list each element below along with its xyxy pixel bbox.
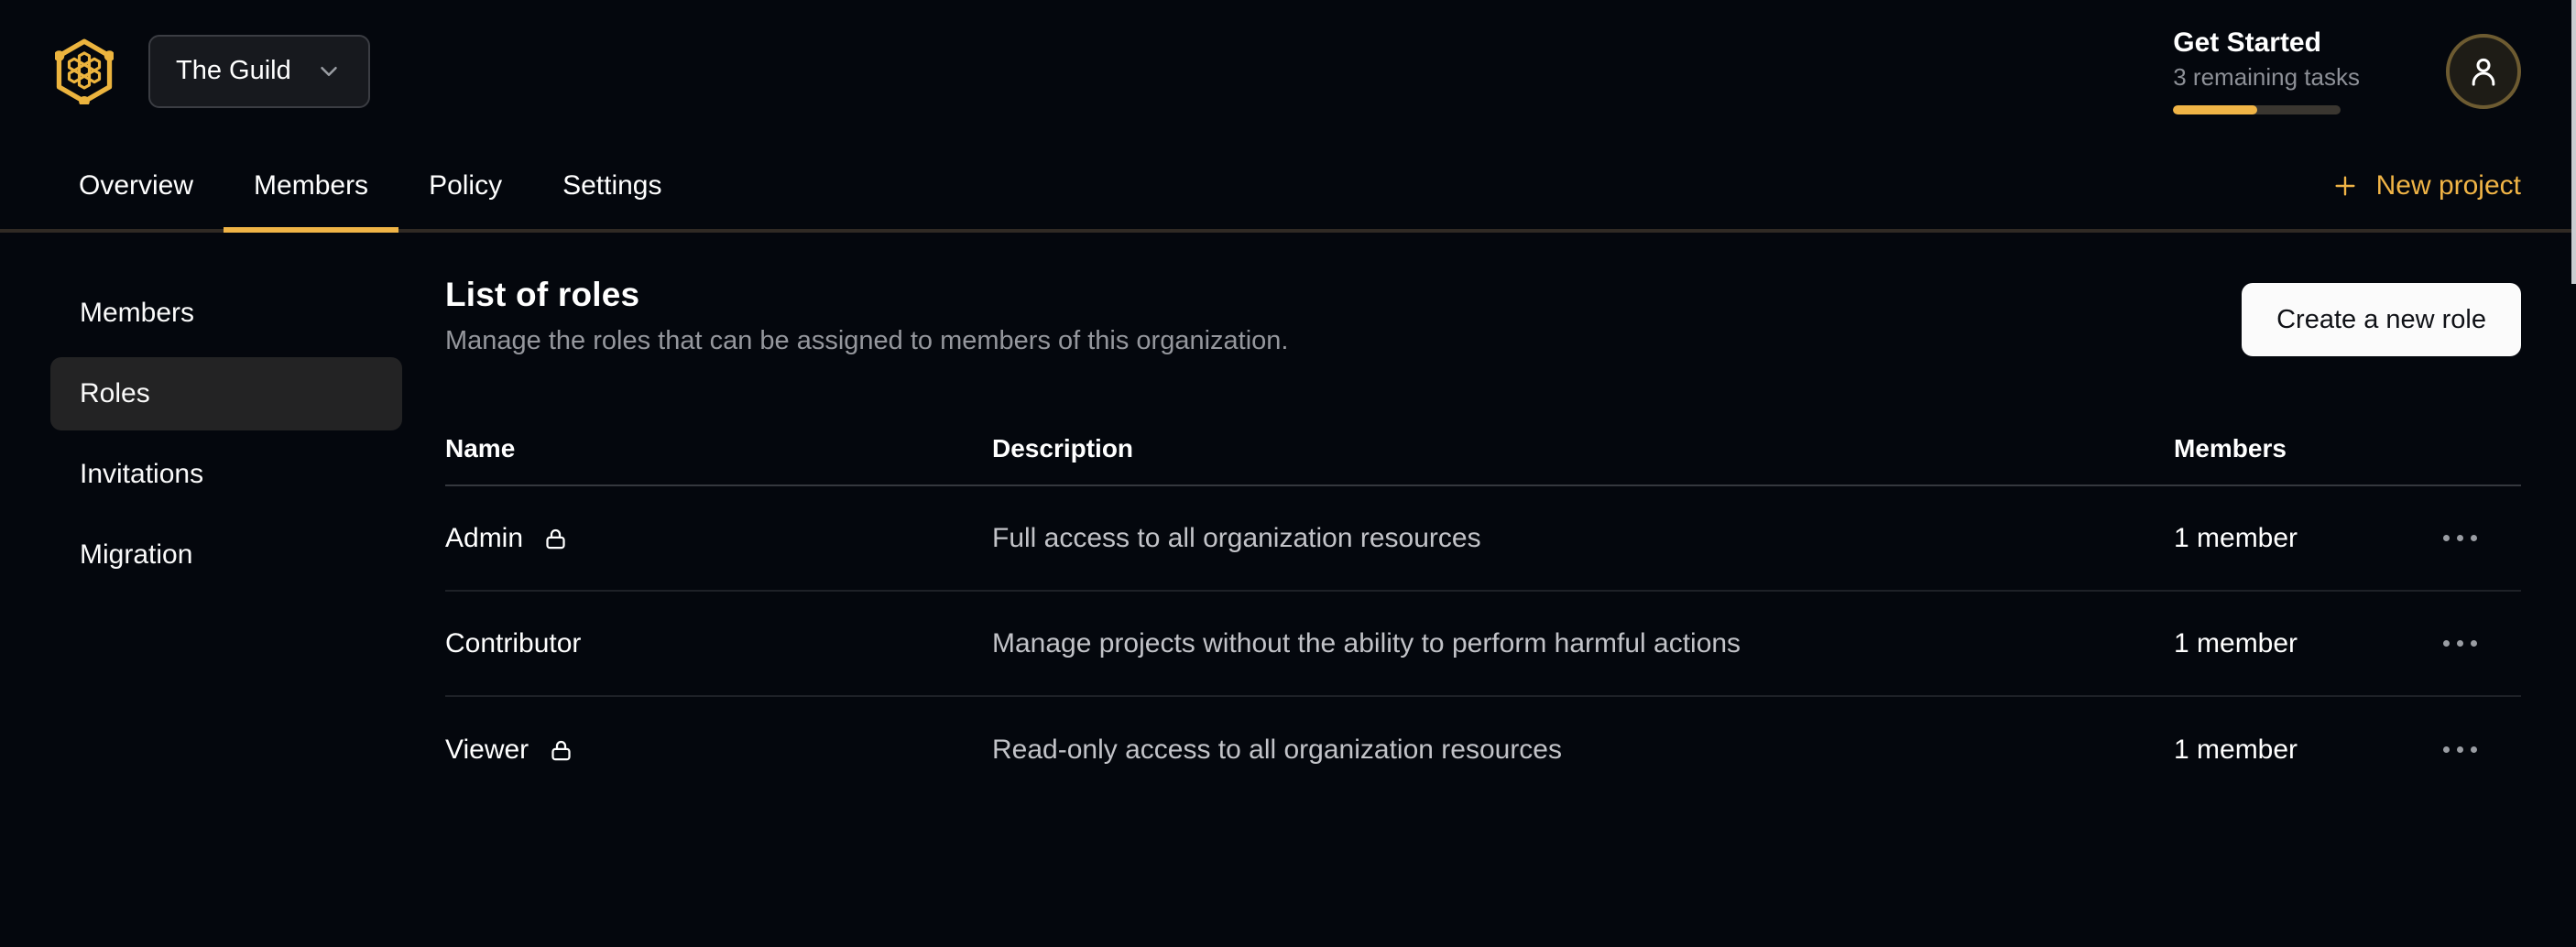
get-started-subtitle: 3 remaining tasks <box>2173 63 2360 91</box>
role-name: Contributor <box>445 627 582 659</box>
org-nav <box>0 142 2576 233</box>
top-header <box>0 0 2576 142</box>
get-started-title: Get Started <box>2173 27 2321 58</box>
nav-tabs <box>49 142 693 229</box>
role-description: Full access to all organization resources <box>992 522 1481 553</box>
column-header-description: Description <box>992 434 1134 463</box>
sidebar-item-migration[interactable]: Migration <box>80 539 193 570</box>
roles-panel <box>402 233 2576 947</box>
row-menu-button[interactable] <box>2434 526 2486 550</box>
content-area <box>0 233 2576 947</box>
role-description: Read-only access to all organization resources <box>992 734 1562 765</box>
user-icon <box>2465 53 2502 90</box>
org-name: The Guild <box>176 56 291 85</box>
hive-logo-icon <box>55 38 114 104</box>
org-selector-button[interactable] <box>148 35 370 108</box>
tab-settings[interactable]: Settings <box>562 169 662 201</box>
column-header-members: Members <box>2174 434 2287 463</box>
user-menu-button[interactable] <box>2446 34 2521 109</box>
create-role-button[interactable]: Create a new role <box>2242 283 2521 356</box>
table-row-viewer <box>445 697 2521 802</box>
page-subtitle: Manage the roles that can be assigned to members of this organization. <box>445 326 1289 355</box>
table-row-admin <box>445 486 2521 592</box>
tab-policy[interactable]: Policy <box>429 169 503 201</box>
row-menu-button[interactable] <box>2434 737 2486 762</box>
role-members-count: 1 member <box>2174 522 2298 553</box>
role-description: Manage projects without the ability to perform harmful actions <box>992 627 1741 659</box>
members-sidebar <box>0 233 402 947</box>
tab-overview[interactable]: Overview <box>79 169 194 201</box>
role-members-count: 1 member <box>2174 734 2298 765</box>
tab-members[interactable]: Members <box>224 142 398 229</box>
sidebar-item-invitations[interactable]: Invitations <box>80 459 204 489</box>
sidebar-item-roles[interactable]: Roles <box>50 357 402 430</box>
lock-icon <box>543 525 568 552</box>
plus-icon <box>2330 171 2360 201</box>
column-header-name: Name <box>445 434 516 463</box>
roles-table <box>445 413 2521 802</box>
sidebar-item-members[interactable]: Members <box>80 298 195 328</box>
row-menu-button[interactable] <box>2434 631 2486 656</box>
lock-icon <box>549 736 573 764</box>
chevron-down-icon <box>315 58 343 85</box>
new-project-button[interactable] <box>2330 142 2521 229</box>
get-started-widget[interactable] <box>2173 27 2360 114</box>
page-title: List of roles <box>445 276 640 313</box>
get-started-progressbar <box>2173 105 2341 114</box>
new-project-label: New project <box>2375 169 2521 201</box>
role-name: Viewer <box>445 734 529 765</box>
get-started-progress-fill <box>2173 105 2257 114</box>
role-members-count: 1 member <box>2174 627 2298 659</box>
table-row-contributor <box>445 592 2521 697</box>
role-name: Admin <box>445 522 524 553</box>
roles-table-header <box>445 413 2521 486</box>
vertical-scrollbar-thumb[interactable] <box>2571 0 2576 284</box>
